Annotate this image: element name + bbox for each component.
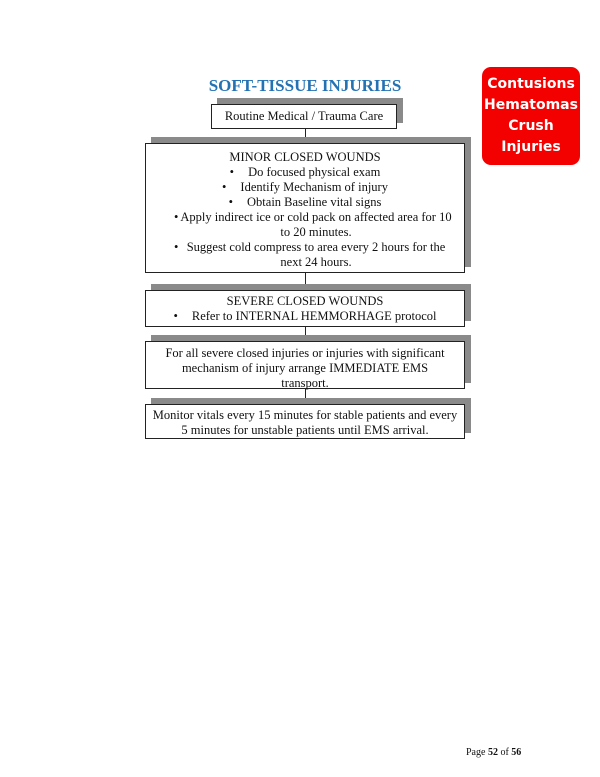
injury-types-badge bbox=[482, 67, 580, 165]
routine-care-text: Routine Medical / Trauma Care bbox=[224, 109, 384, 123]
list-item: • Obtain Baseline vital signs bbox=[146, 195, 464, 210]
minor-closed-wounds-box bbox=[145, 143, 465, 273]
list-item: • Refer to INTERNAL HEMMORHAGE protocol bbox=[146, 309, 464, 324]
monitor-text: Monitor vitals every 15 minutes for stable patients and every 5 minutes for unstable patients until EMS arrival. bbox=[152, 408, 458, 437]
page-number bbox=[466, 747, 521, 758]
minor-heading: MINOR CLOSED WOUNDS bbox=[229, 150, 381, 164]
list-item: • Do focused physical exam bbox=[146, 165, 464, 180]
connector bbox=[305, 326, 306, 342]
monitor-vitals-box bbox=[145, 404, 465, 439]
transport-text: For all severe closed injuries or injuries with significant mechanism of injury arrange IMMEDIATE EMS transport. bbox=[165, 346, 445, 390]
total-pages: 56 bbox=[511, 747, 522, 758]
severe-closed-wounds-box bbox=[145, 290, 465, 327]
current-page: 52 bbox=[487, 747, 498, 758]
list-item: • Suggest cold compress to area every 2 hours for the next 24 hours. bbox=[146, 240, 464, 270]
badge-line: Injuries bbox=[501, 139, 561, 155]
page-title: SOFT-TISSUE INJURIES bbox=[208, 76, 402, 95]
connector bbox=[305, 272, 306, 292]
ems-transport-box bbox=[145, 341, 465, 389]
list-item: • Apply indirect ice or cold pack on affected area for 10 to 20 minutes. bbox=[146, 210, 464, 240]
of-label: of bbox=[500, 747, 509, 758]
badge-line: Crush bbox=[508, 118, 554, 134]
list-item: • Identify Mechanism of injury bbox=[146, 180, 464, 195]
routine-care-box bbox=[211, 104, 397, 129]
badge-line: Hematomas bbox=[484, 97, 578, 113]
connector bbox=[305, 128, 306, 144]
severe-heading: SEVERE CLOSED WOUNDS bbox=[226, 294, 384, 308]
page-label: Page bbox=[466, 747, 486, 758]
badge-line: Contusions bbox=[487, 76, 575, 92]
